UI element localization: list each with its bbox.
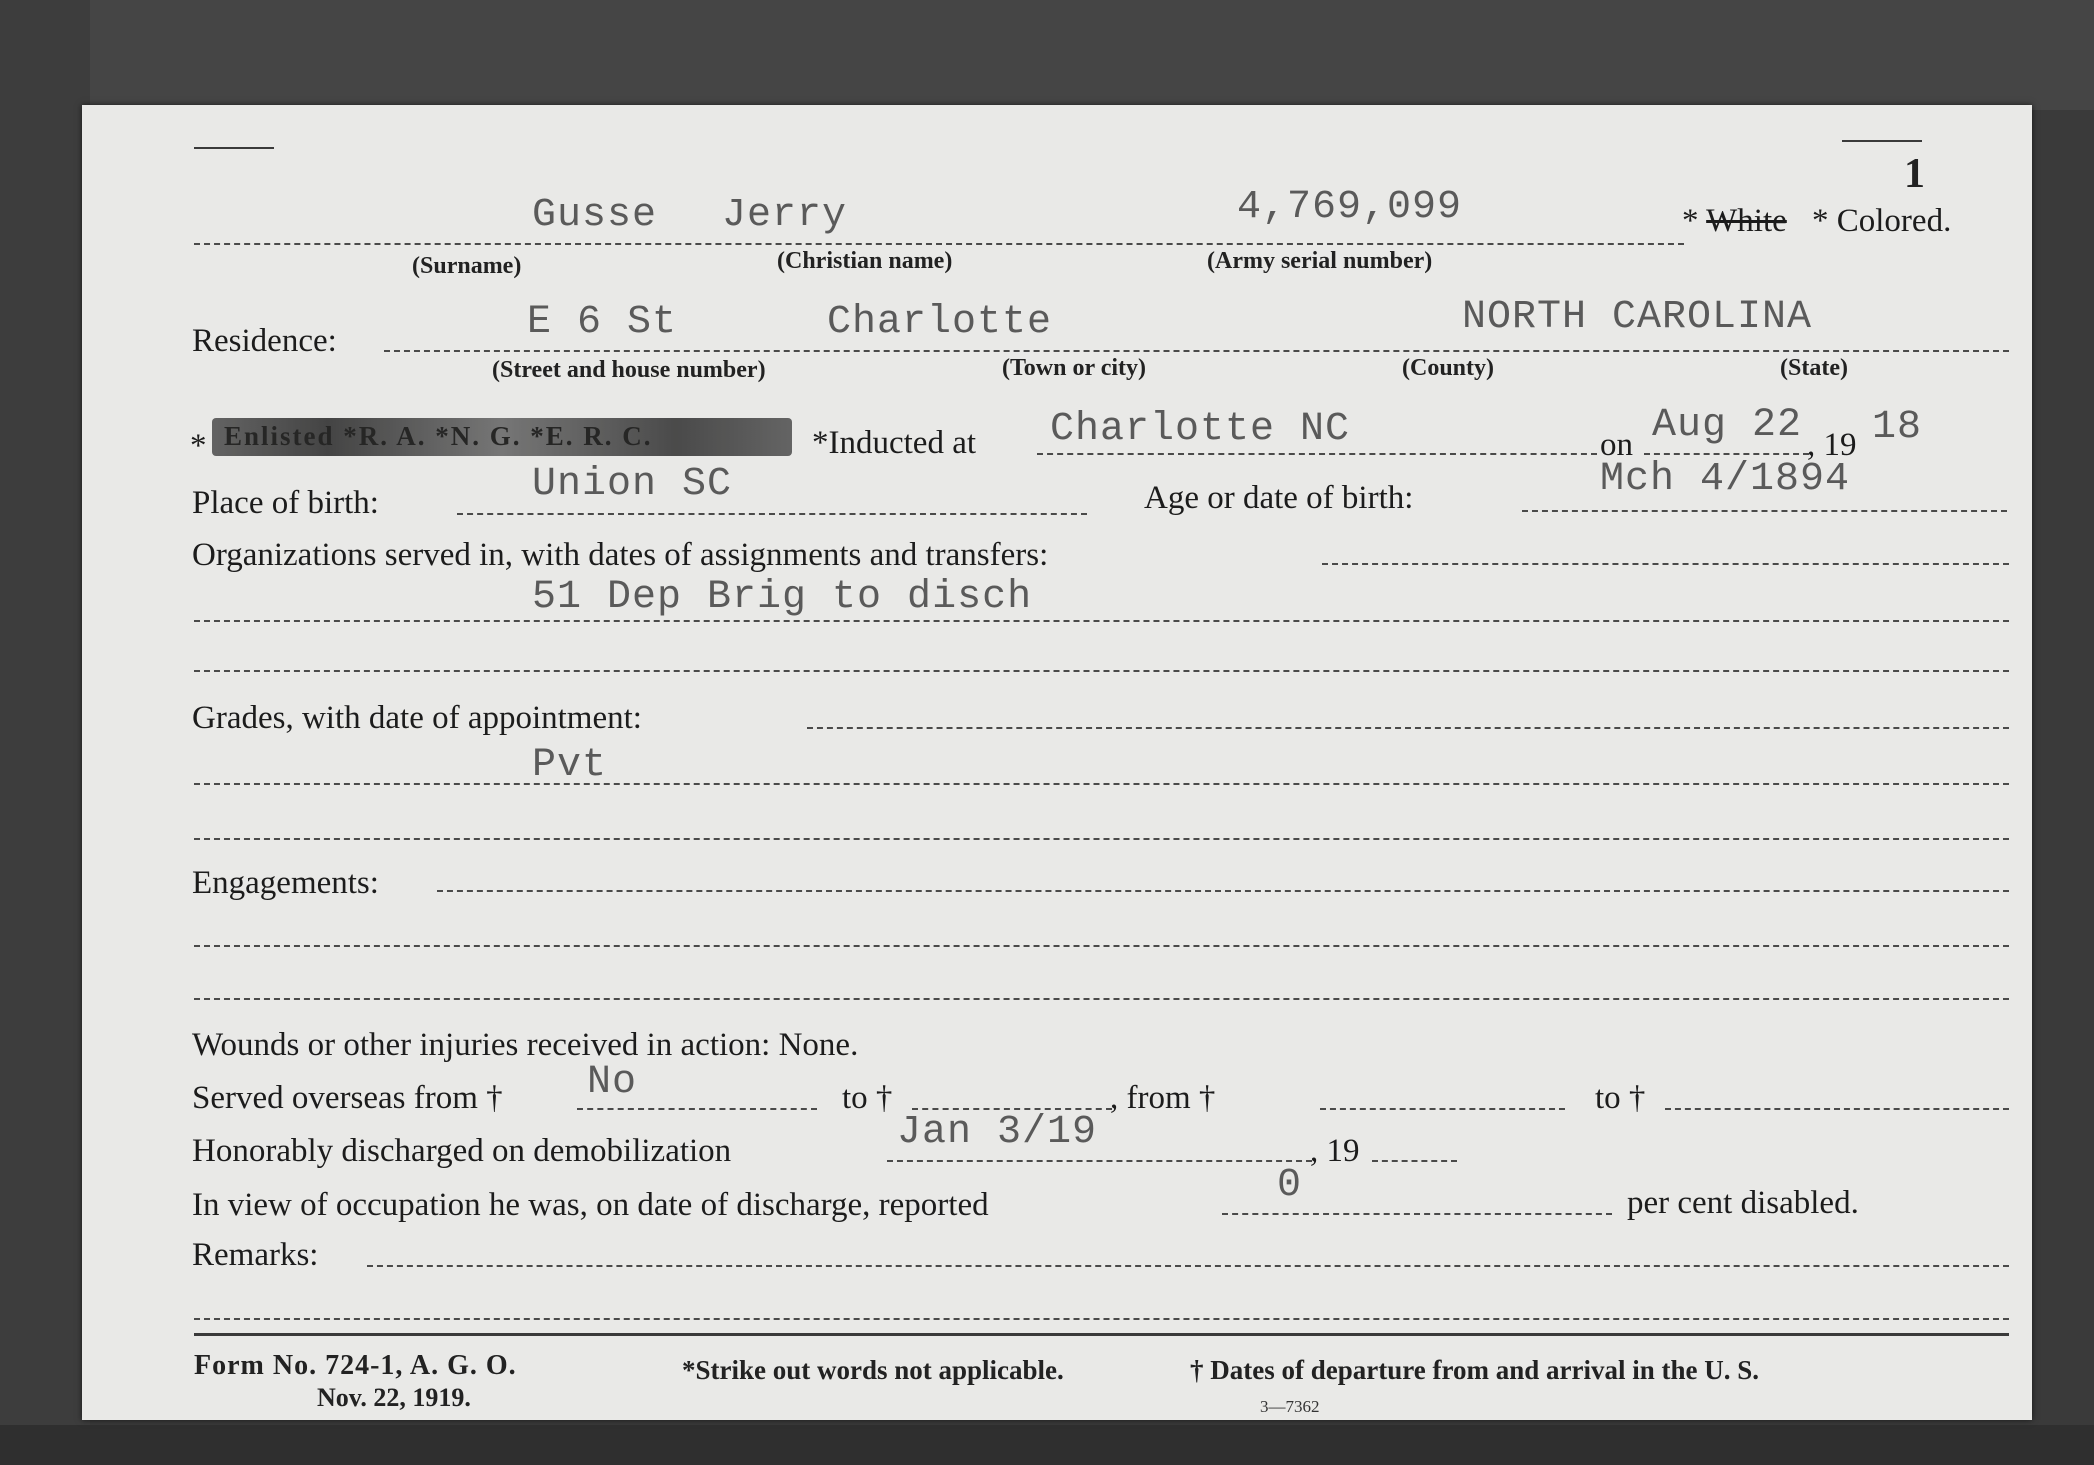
- discharge-date: Jan 3/19: [897, 1110, 1098, 1155]
- engagements-line-1: [437, 890, 2009, 892]
- white-option: * White: [1682, 203, 1787, 239]
- discharge-year-line: [1372, 1160, 1457, 1162]
- inducted-line: [1037, 453, 1597, 455]
- residence-state: NORTH CAROLINA: [1462, 295, 1813, 340]
- inducted-label: *Inducted at: [812, 425, 977, 461]
- state-caption: (State): [1780, 355, 1848, 381]
- residence-line: [384, 350, 2009, 352]
- induction-date: Aug 22: [1652, 403, 1803, 448]
- residence-label: Residence:: [192, 323, 337, 359]
- overseas-from2-label: , from †: [1110, 1080, 1216, 1116]
- inducted-place: Charlotte NC: [1050, 407, 1351, 452]
- name-line: [194, 243, 1684, 245]
- dates-note: † Dates of departure from and arrival in the U. S.: [1190, 1355, 1759, 1385]
- scan-background-left: [0, 0, 90, 1465]
- grades-label: Grades, with date of appointment:: [192, 700, 642, 736]
- form-number: Form No. 724-1, A. G. O.: [194, 1350, 517, 1381]
- organizations-line-2: [194, 620, 2009, 622]
- remarks-label: Remarks:: [192, 1237, 319, 1273]
- service-record-card: [82, 105, 2032, 1420]
- struck-asterisk: *: [190, 428, 207, 464]
- birthdate-line: [1522, 510, 2007, 512]
- serial-caption: (Army serial number): [1207, 248, 1433, 274]
- grades-line-2: [194, 783, 2009, 785]
- card-number: 1: [1904, 151, 1925, 197]
- year-prefix: , 19: [1807, 427, 1857, 463]
- engagements-line-2: [194, 945, 2009, 947]
- overseas-to2-label: to †: [1595, 1080, 1646, 1116]
- christian-name-value: Jerry: [722, 193, 848, 238]
- birthplace-line: [457, 513, 1087, 515]
- serial-value: 4,769,099: [1237, 185, 1463, 230]
- struck-enlistment-options: Enlisted *R. A. *N. G. *E. R. C.: [212, 418, 792, 456]
- residence-town: Charlotte: [827, 300, 1053, 345]
- overseas-to-label: to †: [842, 1080, 893, 1116]
- engagements-line-3: [194, 998, 2009, 1000]
- organizations-label: Organizations served in, with dates of assignments and transfers:: [192, 537, 1049, 573]
- induction-date-line: [1644, 453, 1809, 455]
- overseas-to2-line: [1665, 1108, 2009, 1110]
- surname-caption: (Surname): [412, 253, 522, 279]
- overseas-from-value: No: [587, 1060, 638, 1105]
- birthplace-label: Place of birth:: [192, 485, 379, 521]
- overseas-label: Served overseas from †: [192, 1080, 503, 1116]
- disability-label: In view of occupation he was, on date of discharge, reported: [192, 1187, 989, 1223]
- disability-value: 0: [1277, 1163, 1303, 1208]
- street-caption: (Street and house number): [492, 357, 766, 383]
- print-code: 3—7362: [1260, 1397, 1320, 1416]
- colored-option: * Colored.: [1812, 203, 1952, 239]
- footer-rule: [194, 1333, 2009, 1336]
- strike-note: *Strike out words not applicable.: [682, 1355, 1064, 1385]
- overseas-from-line: [577, 1108, 817, 1110]
- discharge-year-label: , 19: [1310, 1133, 1360, 1169]
- scan-background-bottom: [0, 1425, 2094, 1465]
- christian-name-caption: (Christian name): [777, 248, 953, 274]
- induction-year: 18: [1872, 405, 1923, 450]
- overseas-from2-line: [1320, 1108, 1565, 1110]
- remarks-line-2: [194, 1318, 2009, 1320]
- birthdate-value: Mch 4/1894: [1600, 457, 1851, 502]
- surname-value: Gusse: [532, 193, 658, 238]
- engagements-label: Engagements:: [192, 865, 379, 901]
- discharge-line: [887, 1160, 1312, 1162]
- scan-background-top: [0, 0, 2094, 110]
- discharge-label: Honorably discharged on demobilization: [192, 1133, 732, 1169]
- disability-suffix: per cent disabled.: [1627, 1185, 1859, 1221]
- county-caption: (County): [1402, 355, 1495, 381]
- form-date: Nov. 22, 1919.: [317, 1383, 471, 1412]
- birthplace-value: Union SC: [532, 462, 733, 507]
- grades-value: Pvt: [532, 743, 608, 788]
- grades-line-1: [807, 727, 2009, 729]
- organizations-line-1: [1322, 563, 2009, 565]
- corner-rule: [194, 147, 274, 149]
- organizations-value: 51 Dep Brig to disch: [532, 575, 1033, 620]
- disability-line: [1222, 1213, 1612, 1215]
- town-caption: (Town or city): [1002, 355, 1146, 381]
- wounds-label: Wounds or other injuries received in action: None.: [192, 1027, 859, 1063]
- grades-line-3: [194, 838, 2009, 840]
- organizations-line-3: [194, 670, 2009, 672]
- remarks-line-1: [367, 1265, 2009, 1267]
- corner-rule-right: [1842, 140, 1922, 142]
- birthdate-label: Age or date of birth:: [1144, 480, 1414, 516]
- on-label: on: [1600, 427, 1633, 463]
- residence-street: E 6 St: [527, 300, 678, 345]
